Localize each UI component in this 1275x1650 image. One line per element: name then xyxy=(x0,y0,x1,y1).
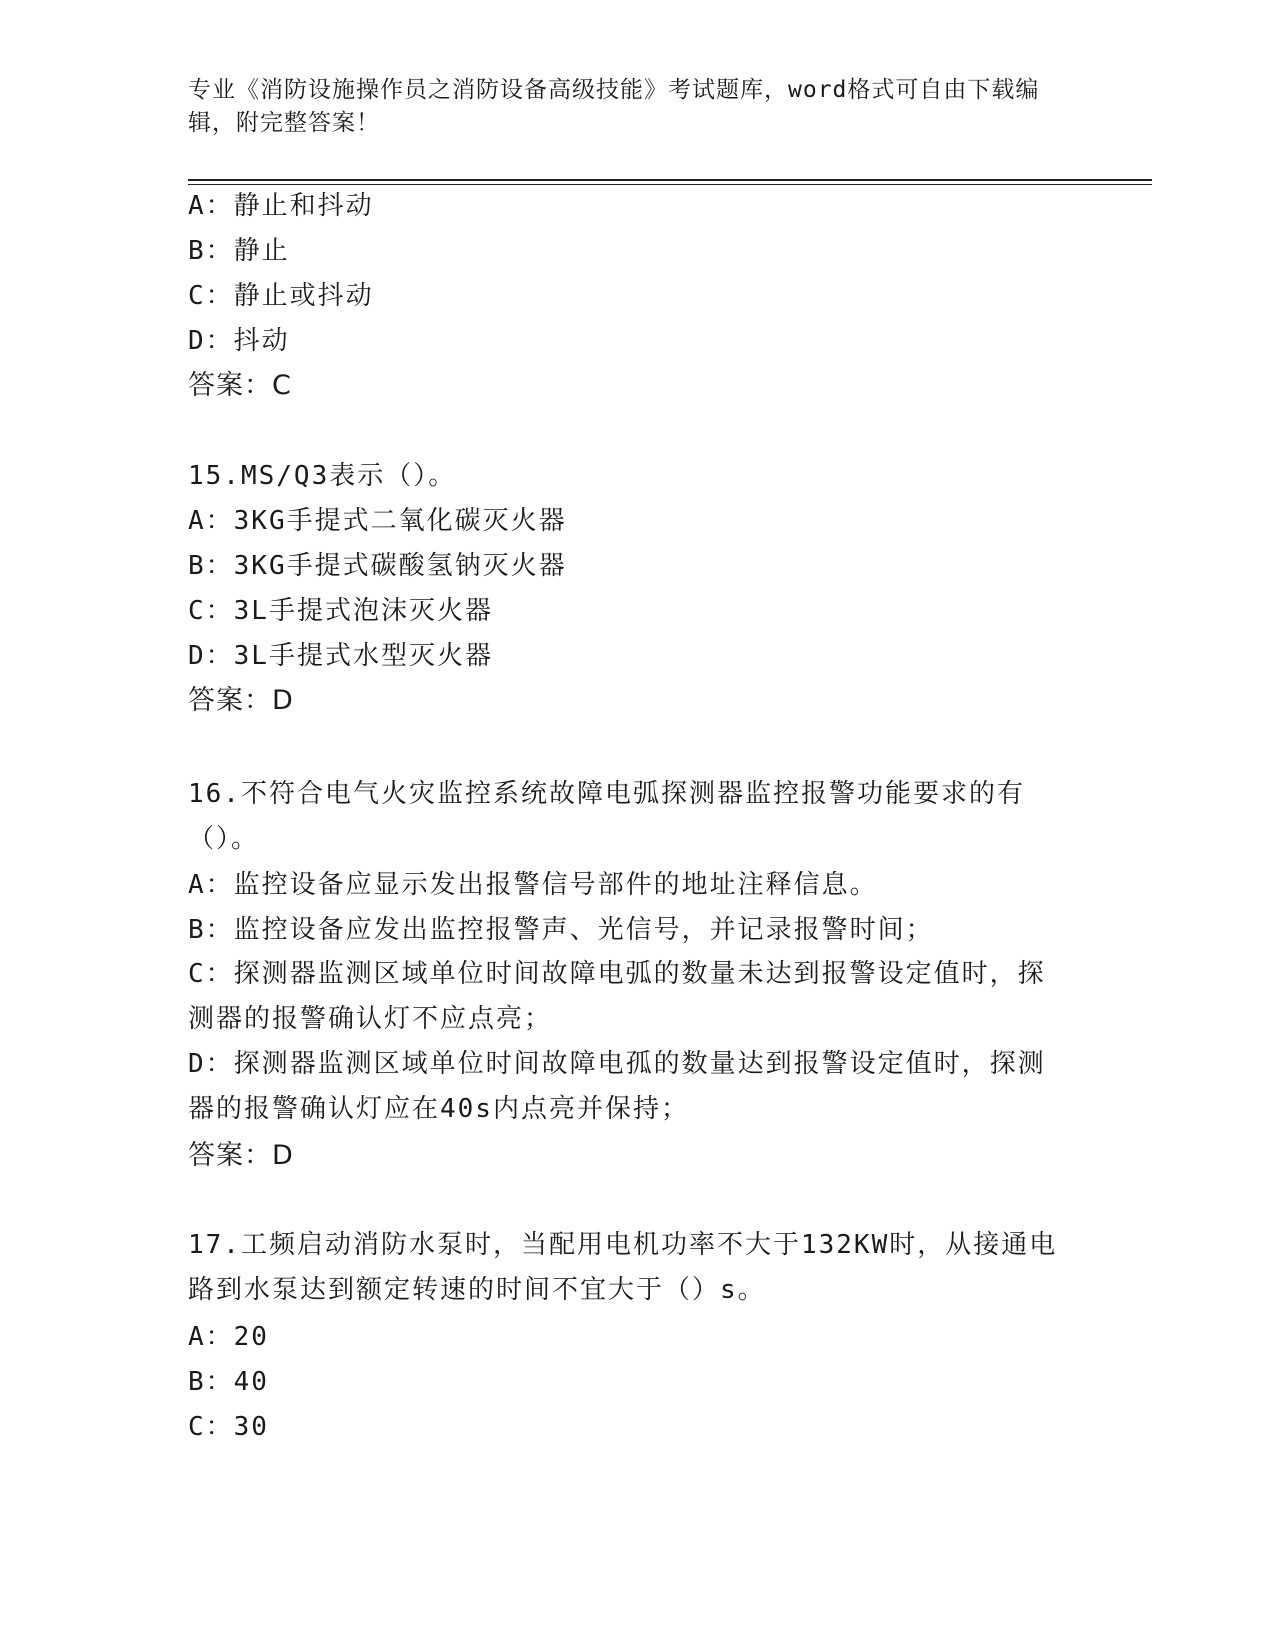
option-b: B：3KG手提式碳酸氢钠灭火器 xyxy=(188,551,567,581)
header-divider xyxy=(188,179,1152,181)
option-a: A：20 xyxy=(188,1322,269,1352)
option-a: A：3KG手提式二氧化碳灭火器 xyxy=(188,506,567,536)
option-c: C：静止或抖动 xyxy=(188,281,374,311)
option-b: B：监控设备应发出监控报警声、光信号，并记录报警时间； xyxy=(188,915,934,945)
option-a: A：监控设备应显示发出报警信号部件的地址注释信息。 xyxy=(188,870,878,900)
answer: 答案：C xyxy=(188,370,292,401)
option-b: B：40 xyxy=(188,1367,269,1397)
answer: 答案：D xyxy=(188,685,294,716)
question-stem: 15.MS/Q3表示（）。 xyxy=(188,461,457,491)
option-a: A：静止和抖动 xyxy=(188,191,374,221)
option-c: C：探测器监测区域单位时间故障电弧的数量未达到报警设定值时，探测器的报警确认灯不应点亮； xyxy=(188,959,1046,1034)
option-d: D：探测器监测区域单位时间故障电孤的数量达到报警设定值时，探测器的报警确认灯应在40s内点亮并保持； xyxy=(188,1049,1046,1124)
option-c: C：30 xyxy=(188,1412,269,1442)
document-header: 专业《消防设施操作员之消防设备高级技能》考试题库，word格式可自由下载编辑，附完整答案！ xyxy=(188,77,1040,136)
option-d: D：抖动 xyxy=(188,326,290,356)
question-stem: 17.工频启动消防水泵时，当配用电机功率不大于132KW时，从接通电路到水泵达到额定转速的时间不宜大于（）s。 xyxy=(188,1230,1058,1305)
option-d: D：3L手提式水型灭火器 xyxy=(188,641,493,671)
option-b: B：静止 xyxy=(188,236,290,266)
option-c: C：3L手提式泡沫灭火器 xyxy=(188,596,493,626)
header-divider-thin xyxy=(188,184,1152,185)
answer: 答案：D xyxy=(188,1140,294,1171)
question-stem: 16.不符合电气火灾监控系统故障电弧探测器监控报警功能要求的有（）。 xyxy=(188,779,1025,854)
